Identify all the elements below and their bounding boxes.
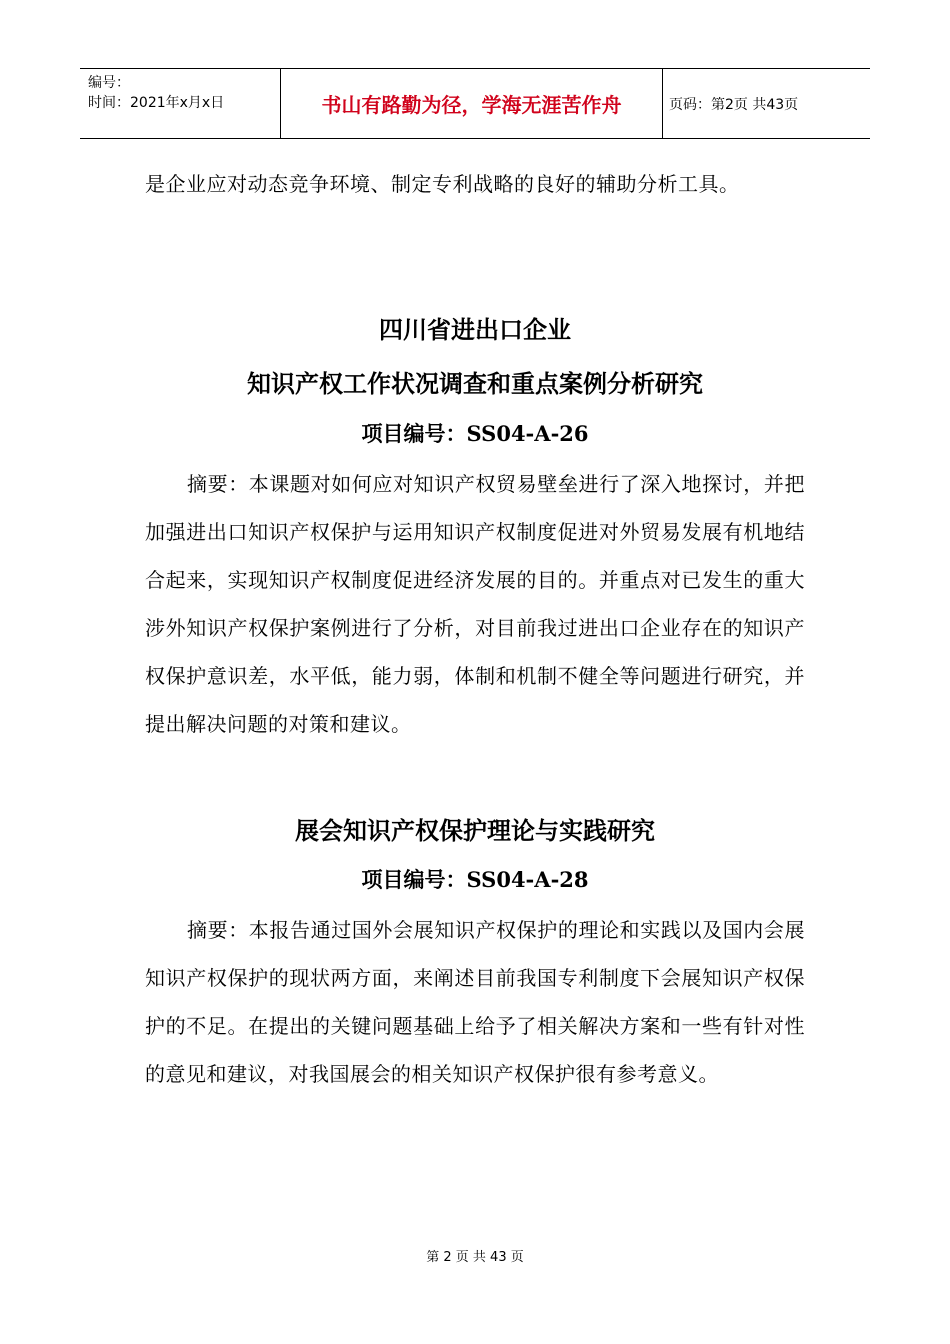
header-time: 时间：2021年x月x日	[88, 95, 225, 111]
page-header	[80, 68, 870, 139]
section1-title-line2: 知识产权工作状况调查和重点案例分析研究	[247, 369, 703, 398]
section1-project-code: 项目编号：SS04-A-26	[361, 421, 589, 446]
section2-title: 展会知识产权保护理论与实践研究	[295, 816, 655, 845]
section2-abstract: 摘要：本报告通过国外会展知识产权保护的理论和实践以及国内会展知识产权保护的现状两方面，来阐述目前我国专利制度下会展知识产权保护的不足。在提出的关键问题基础上给予了相关解决方案和一些有针对性的意见和建议，对我国展会的相关知识产权保护很有参考意义。	[145, 918, 805, 1086]
section1-abstract: 摘要：本课题对如何应对知识产权贸易壁垒进行了深入地探讨，并把加强进出口知识产权保护与运用知识产权制度促进对外贸易发展有机地结合起来，实现知识产权制度促进经济发展的目的。并重点对已发生的重大涉外知识产权保护案例进行了分析，对目前我过进出口企业存在的知识产权保护意识差，水平低，能力弱，体制和机制不健全等问题进行研究，并提出解决问题的对策和建议。	[145, 472, 805, 736]
header-motto: 书山有路勤为径，学海无涯苦作舟	[281, 69, 663, 138]
page-footer: 第 2 页 共 43 页	[426, 1250, 524, 1265]
header-number: 编号：	[88, 75, 130, 91]
section1-title-line1: 四川省进出口企业	[379, 315, 571, 344]
section2-project-code: 项目编号：SS04-A-28	[361, 867, 589, 892]
header-meta	[80, 69, 281, 138]
header-page-info: 页码：第2页 共43页	[669, 96, 799, 113]
continuation-text: 是企业应对动态竞争环境、制定专利战略的良好的辅助分析工具。	[145, 172, 740, 196]
